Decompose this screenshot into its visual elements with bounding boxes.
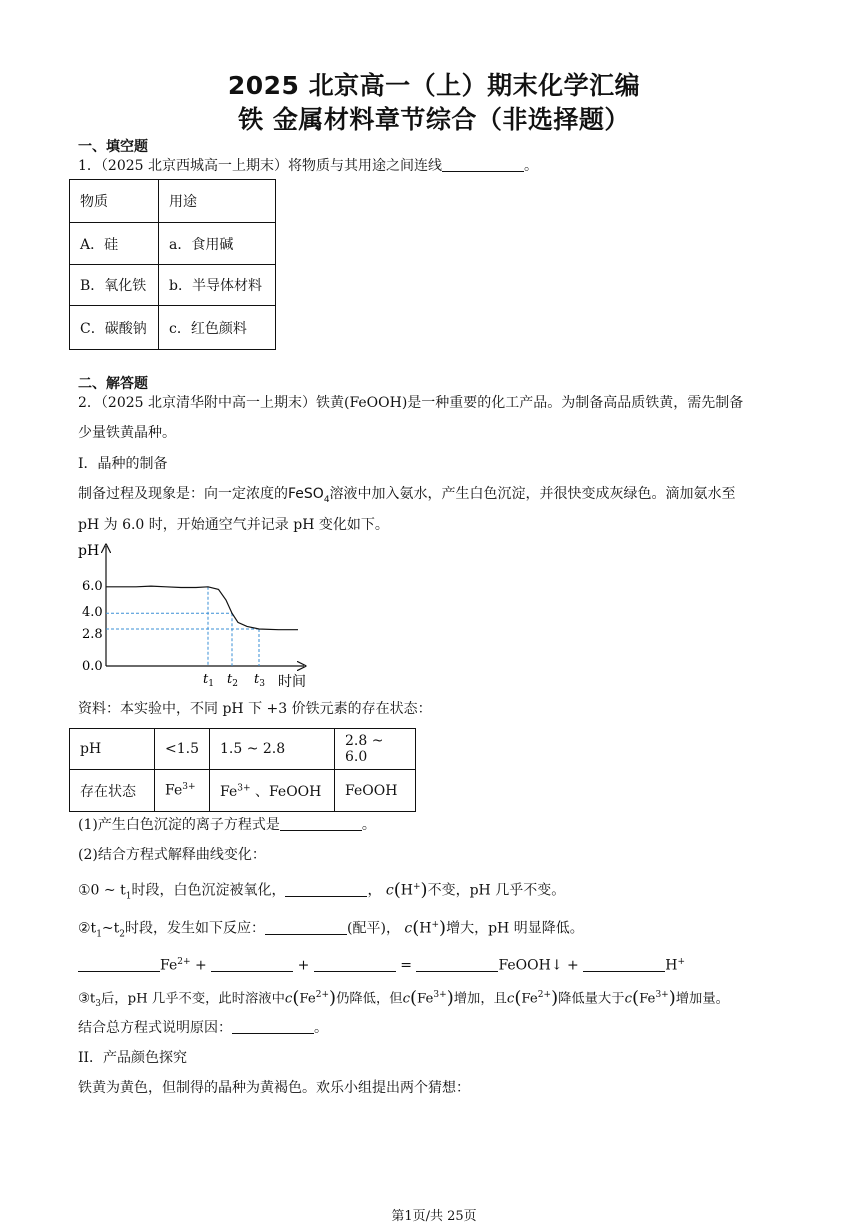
clause-text: 时段，白色沉淀被氧化， xyxy=(131,882,286,899)
table-cell: B．氧化铁 xyxy=(70,265,159,306)
conclusion-line xyxy=(78,1018,328,1038)
paren-close: ) xyxy=(420,879,428,901)
question-text: 结合总方程式说明原因： xyxy=(78,1020,232,1036)
conc-symbol: c xyxy=(402,991,411,1007)
subscript: 3 xyxy=(95,999,101,1010)
math-text: ②t xyxy=(78,920,97,937)
table-header: 物质 xyxy=(70,180,159,223)
subscript: 4 xyxy=(323,494,330,505)
punctuation: ， xyxy=(367,882,382,899)
clause-text: 不变，pH 几乎不变。 xyxy=(427,882,566,899)
superscript: 3+ xyxy=(237,782,251,793)
paren-open: ( xyxy=(514,987,522,1009)
question-1-stem: 1．（2025 北京西城高一上期末）将物质与其用途之间连线 xyxy=(78,158,442,174)
paren-close: ) xyxy=(551,987,559,1009)
ion-text: Fe xyxy=(165,782,183,799)
preparation-line2: pH 为 6.0 时，开始通空气并记录 pH 变化如下。 xyxy=(78,517,389,533)
document-title-line2: 铁 金属材料章节综合（非选择题） xyxy=(238,105,630,134)
table-cell: 存在状态 xyxy=(70,770,155,812)
answer-blank[interactable] xyxy=(442,157,524,172)
clause-text: 后，pH 几乎不变，此时溶液中 xyxy=(101,991,285,1007)
clause-text: 降低量大于 xyxy=(558,991,625,1007)
ph-time-chart xyxy=(70,540,320,690)
answer-blank[interactable] xyxy=(314,957,396,972)
paren-close: ) xyxy=(668,987,676,1009)
table-cell: <1.5 xyxy=(155,729,210,770)
operator: + xyxy=(297,957,310,974)
superscript: + xyxy=(677,957,685,967)
table-cell: 2.8 ~ 6.0 xyxy=(335,729,416,770)
clause-1 xyxy=(78,877,565,906)
operator: = xyxy=(400,957,412,974)
table-cell: C．碳酸钠 xyxy=(70,306,159,350)
table-cell: FeOOH xyxy=(335,770,416,812)
table-header: 用途 xyxy=(159,180,276,223)
question-2-intro-line1: 2．（2025 北京清华附中高一上期末）铁黄(FeOOH)是一种重要的化工产品。为制备高品质铁黄，需先制备 xyxy=(78,395,744,411)
clause-2 xyxy=(78,915,584,944)
superscript: 3+ xyxy=(655,990,669,1000)
table-cell: pH xyxy=(70,729,155,770)
ion-text: H xyxy=(419,920,432,937)
superscript: 2+ xyxy=(537,990,552,1000)
table-cell: A．硅 xyxy=(70,223,159,265)
x-tick-label: $t_1$ xyxy=(203,672,214,689)
ion-text: Fe xyxy=(417,991,434,1007)
conc-symbol: c xyxy=(624,991,633,1007)
table-cell: 1.5 ~ 2.8 xyxy=(210,729,335,770)
substance-use-table xyxy=(69,179,276,350)
ion-text: Fe xyxy=(299,991,316,1007)
operator: + xyxy=(194,957,207,974)
subscript: 1 xyxy=(125,891,132,902)
punctuation: 。 xyxy=(524,158,538,174)
ion-text: H xyxy=(400,882,413,899)
conc-symbol: c xyxy=(385,882,394,899)
y-tick-label: 6.0 xyxy=(82,579,103,594)
part-2-title: II．产品颜色探究 xyxy=(78,1050,188,1066)
x-ticks xyxy=(203,672,265,689)
subscript: 1 xyxy=(96,929,102,940)
punctuation: 。 xyxy=(361,817,376,833)
reaction-equation xyxy=(78,952,685,976)
ion-text: Fe xyxy=(521,991,538,1007)
subquestion-1 xyxy=(78,815,376,835)
superscript: 2+ xyxy=(177,957,191,967)
question-text: (1)产生白色沉淀的离子方程式是 xyxy=(78,817,280,833)
conc-symbol: c xyxy=(404,920,413,937)
conc-symbol: c xyxy=(284,991,293,1007)
clause-text: 增加量。 xyxy=(675,991,729,1007)
paren-open: ( xyxy=(412,917,420,939)
preparation-text: 溶液中加入氨水，产生白色沉淀，并很快变成灰绿色。滴加氨水至 xyxy=(329,486,736,502)
preparation-text: 制备过程及现象是：向一定浓度的 xyxy=(78,486,288,502)
paren-open: ( xyxy=(632,987,640,1009)
operator: + xyxy=(567,957,579,974)
page-footer: 第1页/共 25页 xyxy=(391,1209,477,1224)
dashed-guides xyxy=(106,587,259,666)
clause-text: 增加，且 xyxy=(453,991,507,1007)
chem-formula xyxy=(288,486,330,505)
punctuation: 。 xyxy=(314,1020,328,1036)
paren-open: ( xyxy=(393,879,401,901)
answer-blank[interactable] xyxy=(232,1019,314,1034)
x-tick-label: $t_3$ xyxy=(254,672,265,689)
formula-text: FeSO xyxy=(288,486,324,502)
section-heading-fill-in: 一、填空题 xyxy=(78,139,148,155)
y-tick-label: 4.0 xyxy=(82,605,103,620)
y-axis-label: pH xyxy=(78,543,100,559)
superscript: 3+ xyxy=(433,990,447,1000)
superscript: 2+ xyxy=(315,990,330,1000)
y-tick-label: 2.8 xyxy=(82,627,103,642)
paren-open: ( xyxy=(410,987,418,1009)
subscript: 2 xyxy=(119,929,126,940)
answer-blank[interactable] xyxy=(285,882,367,897)
answer-blank[interactable] xyxy=(416,957,498,972)
ion-text: H xyxy=(665,957,678,974)
answer-blank[interactable] xyxy=(280,816,362,831)
x-tick-label: $t_2$ xyxy=(227,672,238,689)
math-text: ~t xyxy=(101,920,120,937)
section-heading-answer: 二、解答题 xyxy=(78,376,148,392)
y-tick-label: 0.0 xyxy=(82,659,103,674)
math-text: ③t xyxy=(78,991,96,1007)
material-text: 资料：本实验中，不同 pH 下 +3 价铁元素的存在状态： xyxy=(78,701,432,717)
answer-blank[interactable] xyxy=(78,957,160,972)
table-cell: b．半导体材料 xyxy=(159,265,276,306)
paren-close: ) xyxy=(446,987,454,1009)
part-2-text: 铁黄为黄色，但制得的晶种为黄褐色。欢乐小组提出两个猜想： xyxy=(78,1080,470,1096)
clause-text: 仍降低，但 xyxy=(336,991,403,1007)
table-cell xyxy=(210,770,335,812)
clause-text: 增大，pH 明显降低。 xyxy=(446,920,584,937)
x-axis-label: 时间 xyxy=(278,674,306,690)
superscript: + xyxy=(413,882,421,892)
math-text: ①0 ~ t xyxy=(78,882,126,899)
ion-text: 、FeOOH xyxy=(250,783,322,800)
document-title-line1: 2025 北京高一（上）期末化学汇编 xyxy=(227,71,641,100)
table-cell: a．食用碱 xyxy=(159,223,276,265)
ion-text: Fe xyxy=(160,957,178,974)
part-1-title: I．晶种的制备 xyxy=(78,456,168,472)
paren-close: ) xyxy=(329,987,337,1009)
table-cell xyxy=(155,770,210,812)
subquestion-2: (2)结合方程式解释曲线变化： xyxy=(78,847,266,863)
clause-text: (配平)， xyxy=(347,920,400,937)
fe3-state-table xyxy=(69,728,416,812)
answer-blank[interactable] xyxy=(583,957,665,972)
answer-blank[interactable] xyxy=(265,920,347,935)
question-1-text xyxy=(78,156,538,176)
answer-blank[interactable] xyxy=(211,957,293,972)
paren-close: ) xyxy=(439,917,447,939)
question-2-intro-line2: 少量铁黄晶种。 xyxy=(78,425,176,441)
clause-text: 时段，发生如下反应： xyxy=(125,920,266,937)
product-text: FeOOH↓ xyxy=(498,957,563,974)
table-cell: c．红色颜料 xyxy=(159,306,276,350)
preparation-line1 xyxy=(78,484,736,510)
superscript: + xyxy=(431,920,440,930)
ion-text: Fe xyxy=(220,783,238,800)
conc-symbol: c xyxy=(506,991,515,1007)
superscript: 3+ xyxy=(182,782,196,793)
ph-curve-series xyxy=(106,586,298,630)
ion-text: Fe xyxy=(639,991,656,1007)
paren-open: ( xyxy=(292,987,300,1009)
clause-3 xyxy=(78,985,729,1014)
